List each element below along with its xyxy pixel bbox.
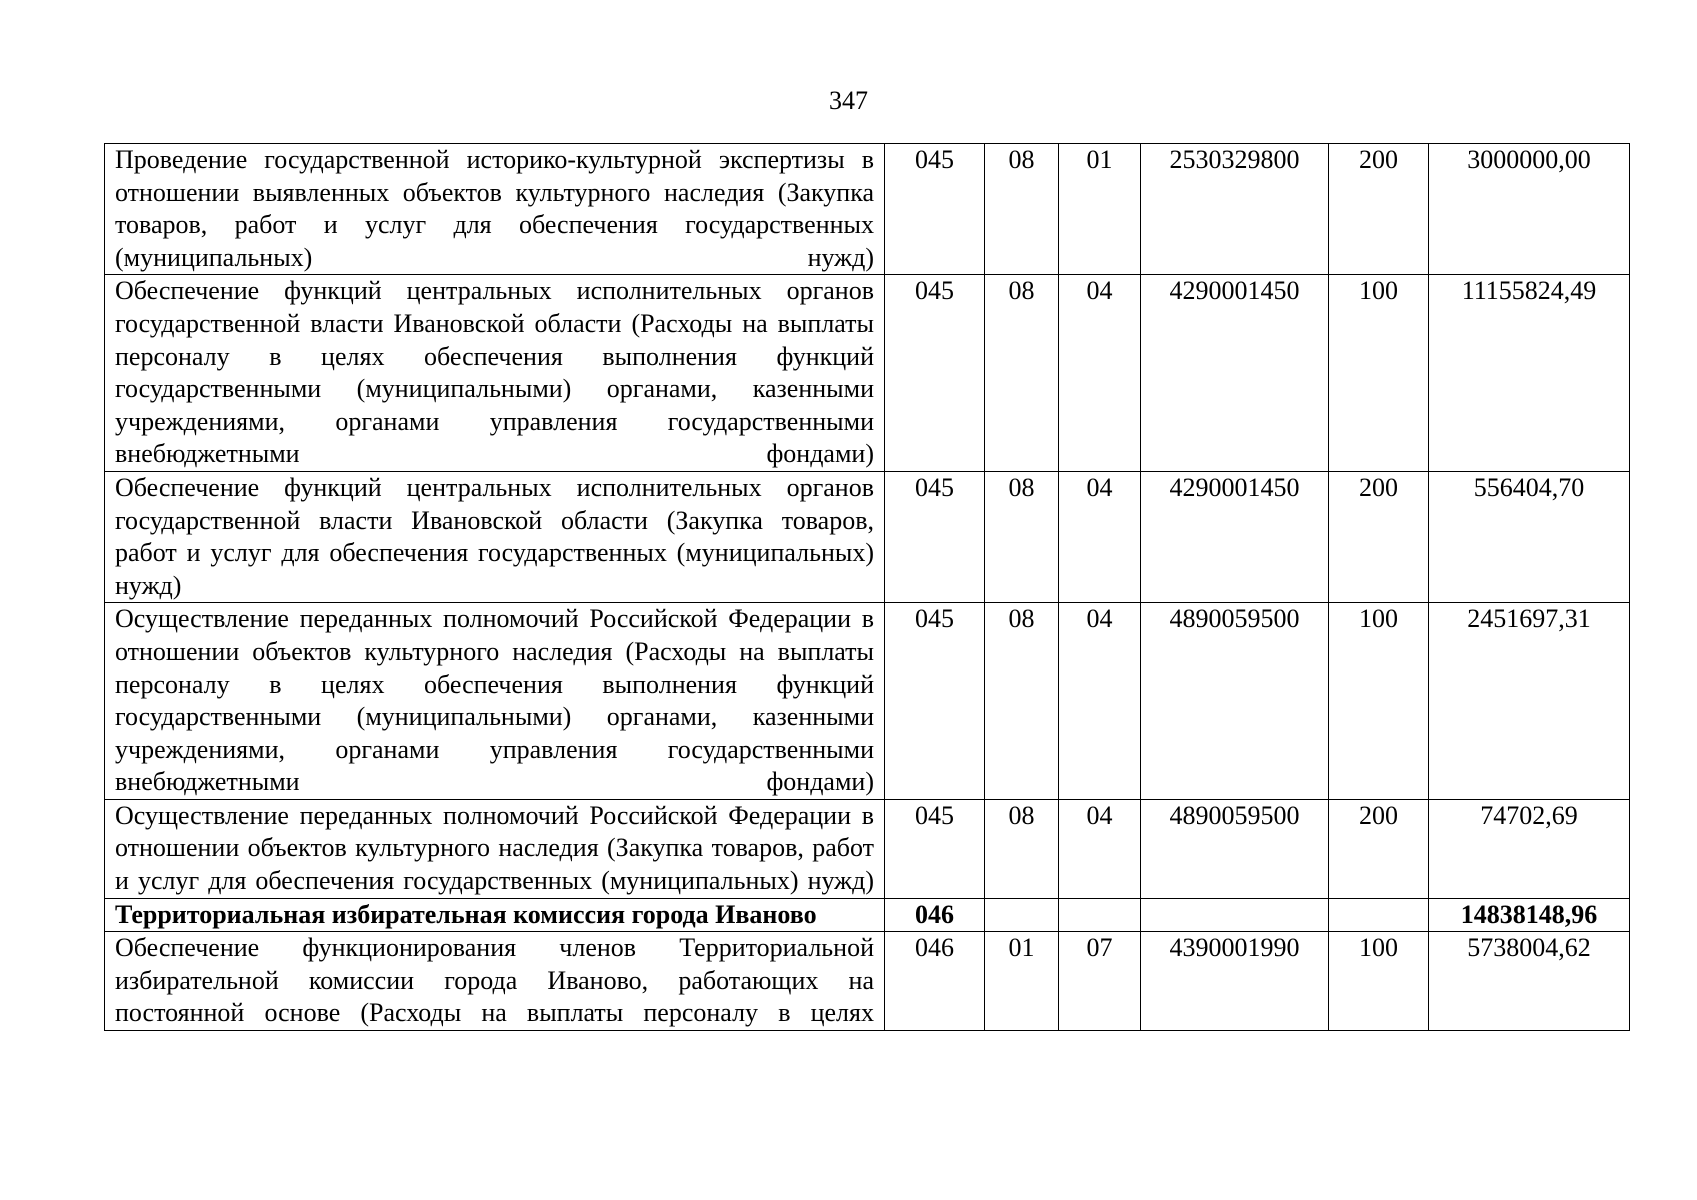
amount: 556404,70	[1429, 471, 1630, 602]
table-row-total	[105, 898, 1630, 932]
section-code: 08	[985, 144, 1059, 275]
table-row	[105, 471, 1630, 602]
row-description: Осуществление переданных полномочий Российской Федерации в отношении объектов культурного наследия (Расходы на выплаты персоналу в целях обеспечения выполнения функций государственными (муниципальными) органами, казенными учреждениями, органами управления государственными внебюджетными фондами)	[105, 603, 885, 800]
expense-type-code: 100	[1329, 932, 1429, 1031]
table-row	[105, 603, 1630, 800]
amount: 74702,69	[1429, 799, 1630, 898]
expense-type-code: 200	[1329, 799, 1429, 898]
budget-table	[104, 143, 1630, 1031]
expense-type-code: 200	[1329, 471, 1429, 602]
amount: 11155824,49	[1429, 275, 1630, 472]
subsection-code	[1059, 898, 1141, 932]
grbs-code: 045	[885, 144, 985, 275]
section-code: 08	[985, 603, 1059, 800]
page-number: 347	[829, 86, 868, 115]
grbs-code: 045	[885, 603, 985, 800]
subsection-code: 04	[1059, 471, 1141, 602]
grbs-code: 045	[885, 799, 985, 898]
subsection-code: 07	[1059, 932, 1141, 1031]
target-article-code: 4390001990	[1141, 932, 1329, 1031]
section-code: 08	[985, 799, 1059, 898]
subsection-code: 01	[1059, 144, 1141, 275]
grbs-code: 045	[885, 275, 985, 472]
grbs-code: 045	[885, 471, 985, 602]
row-description: Обеспечение функционирования членов Территориальной избирательной комиссии города Иваново, работающих на постоянной основе (Расходы на выплаты персоналу в целях	[105, 932, 885, 1031]
section-code: 01	[985, 932, 1059, 1031]
expense-type-code: 100	[1329, 603, 1429, 800]
grbs-code: 046	[885, 932, 985, 1031]
subsection-code: 04	[1059, 799, 1141, 898]
table-row	[105, 932, 1630, 1031]
target-article-code: 4290001450	[1141, 471, 1329, 602]
amount: 5738004,62	[1429, 932, 1630, 1031]
section-code: 08	[985, 275, 1059, 472]
target-article-code: 2530329800	[1141, 144, 1329, 275]
row-description: Обеспечение функций центральных исполнительных органов государственной власти Ивановской области (Закупка товаров, работ и услуг для обеспечения государственных (муниципальных) нужд)	[105, 471, 885, 602]
expense-type-code: 200	[1329, 144, 1429, 275]
subsection-code: 04	[1059, 603, 1141, 800]
grbs-code: 046	[885, 898, 985, 932]
section-code: 08	[985, 471, 1059, 602]
amount: 2451697,31	[1429, 603, 1630, 800]
target-article-code: 4290001450	[1141, 275, 1329, 472]
target-article-code: 4890059500	[1141, 603, 1329, 800]
row-description: Проведение государственной историко-культурной экспертизы в отношении выявленных объектов культурного наследия (Закупка товаров, работ и услуг для обеспечения государственных (муниципальных) нужд)	[105, 144, 885, 275]
expense-type-code: 100	[1329, 275, 1429, 472]
target-article-code	[1141, 898, 1329, 932]
row-description: Территориальная избирательная комиссия города Иваново	[105, 898, 885, 932]
table-row	[105, 144, 1630, 275]
row-description: Обеспечение функций центральных исполнительных органов государственной власти Ивановской области (Расходы на выплаты персоналу в целях обеспечения выполнения функций государственными (муниципальными) органами, казенными учреждениями, органами управления государственными внебюджетными фондами)	[105, 275, 885, 472]
section-code	[985, 898, 1059, 932]
target-article-code: 4890059500	[1141, 799, 1329, 898]
table-row	[105, 275, 1630, 472]
subsection-code: 04	[1059, 275, 1141, 472]
table-row	[105, 799, 1630, 898]
row-description: Осуществление переданных полномочий Российской Федерации в отношении объектов культурного наследия (Закупка товаров, работ и услуг для обеспечения государственных (муниципальных) нужд)	[105, 799, 885, 898]
amount: 3000000,00	[1429, 144, 1630, 275]
expense-type-code	[1329, 898, 1429, 932]
amount: 14838148,96	[1429, 898, 1630, 932]
